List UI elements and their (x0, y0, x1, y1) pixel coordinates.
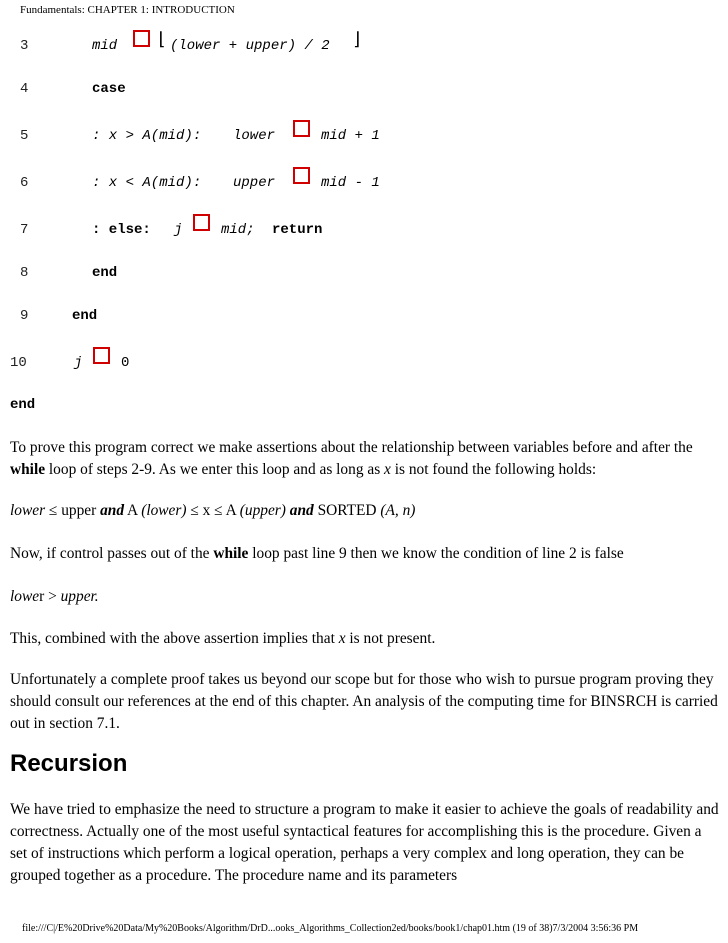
paragraph-recursion: We have tried to emphasize the need to structure a program to make it easier to achieve the goals of readability and correctness. Actually one of the most useful syntactical features for accomplishing this is the procedure. Given a set of instructions which perform a logical operation, perhaps a very complex and long operation, they can be grouped together as a procedure. The procedure name and its parameters (10, 801, 719, 884)
code-keyword: case (92, 81, 126, 97)
code-literal: 0 (121, 355, 130, 371)
line-number: 10 (10, 355, 27, 371)
code-keyword: return (272, 222, 323, 238)
code-keyword: : else: (92, 222, 151, 238)
code-line-6 (0, 173, 728, 193)
code-cond: : x > A(mid): (92, 128, 202, 144)
code-keyword: end (72, 308, 98, 324)
line-number: 4 (20, 81, 29, 97)
assign-arrow-icon (193, 214, 210, 231)
code-keyword: end (10, 397, 36, 413)
paragraph-loop-exit: Now, if control passes out of the while loop past line 9 then we know the condition of line 2 is false (10, 545, 624, 562)
code-line-4 (0, 79, 728, 99)
page-header: Fundamentals: CHAPTER 1: INTRODUCTION (20, 4, 235, 16)
paragraph-assertion: lower ≤ upper and A (lower) ≤ x ≤ A (upper) and SORTED (A, n) (10, 502, 416, 519)
code-expr: (lower + upper) / 2 (170, 38, 330, 54)
code-cond: : x < A(mid): (92, 175, 202, 191)
code-var: upper (233, 175, 276, 191)
assign-arrow-icon (293, 120, 310, 137)
code-line-3 (0, 36, 728, 56)
floor-right-icon: ⌋ (352, 29, 363, 50)
code-line-9 (0, 306, 728, 326)
code-var: mid; (221, 222, 255, 238)
line-number: 5 (20, 128, 29, 144)
code-line-8 (0, 263, 728, 283)
code-expr: mid + 1 (321, 128, 380, 144)
code-var: mid (92, 38, 118, 54)
paragraph-proof-scope: Unfortunately a complete proof takes us beyond our scope but for those who wish to pursue program proving they should consult our references at the end of this chapter. An analysis of the computing time for BINSRCH is carried out in section 7.1. (10, 671, 718, 732)
code-line-5 (0, 126, 728, 146)
code-expr: mid - 1 (321, 175, 380, 191)
assign-arrow-icon (293, 167, 310, 184)
line-number: 6 (20, 175, 29, 191)
paragraph-condition: lower > upper. (10, 588, 99, 605)
code-end (0, 395, 728, 415)
code-line-7 (0, 220, 728, 240)
line-number: 9 (20, 308, 29, 324)
paragraph-proof-intro: To prove this program correct we make assertions about the relationship between variables before and after the while loop of steps 2-9. As we enter this loop and as long as x is not found the following holds: (10, 439, 693, 478)
assign-arrow-icon (93, 347, 110, 364)
code-keyword: end (92, 265, 118, 281)
line-number: 7 (20, 222, 29, 238)
line-number: 8 (20, 265, 29, 281)
paragraph-not-present: This, combined with the above assertion implies that x is not present. (10, 630, 436, 647)
section-heading: Recursion (10, 750, 128, 777)
line-number: 3 (20, 38, 29, 54)
assign-arrow-icon (133, 30, 150, 47)
page-footer-url: file:///C|/E%20Drive%20Data/My%20Books/Algorithm/DrD...ooks_Algorithms_Collection2ed/books/book1/chap01.htm (19 of 38)7/3/2004 3:56:36 PM (22, 923, 639, 934)
code-var: j (74, 355, 83, 371)
code-var: j (174, 222, 183, 238)
floor-left-icon: ⌊ (156, 29, 167, 50)
code-var: lower (233, 128, 276, 144)
